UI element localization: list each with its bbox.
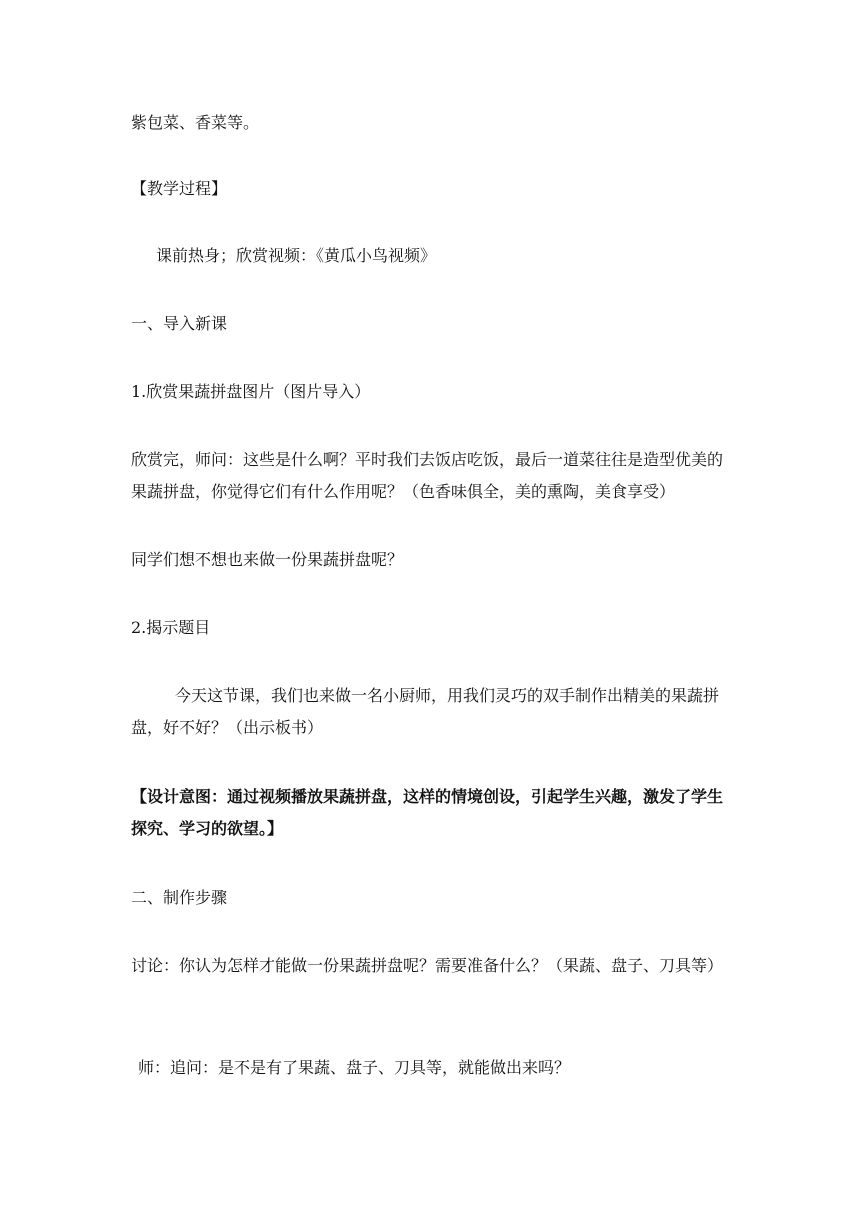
paragraph-followup: 师：追问：是不是有了果蔬、盘子、刀具等，就能做出来吗？ — [138, 1058, 571, 1077]
paragraph-appreciation: 欣赏完，师问：这些是什么啊？平时我们去饭店吃饭，最后一道菜往往是造型优美的果蔬拼盘，你觉得它们有什么作用呢？（色香味俱全，美的熏陶，美食享受） — [131, 450, 724, 501]
paragraph-ingredients: 紫包菜、香菜等。 — [131, 113, 260, 132]
paragraph-question: 同学们想不想也来做一份果蔬拼盘呢？ — [131, 550, 404, 569]
heading-step-2: 2.揭示题目 — [131, 618, 211, 637]
paragraph-design-intent: 【设计意图：通过视频播放果蔬拼盘，这样的情境创设，引起学生兴趣，激发了学生探究、学习的欲望。】 — [131, 787, 724, 838]
paragraph-discussion: 讨论：你认为怎样才能做一份果蔬拼盘呢？需要准备什么？（果蔬、盘子、刀具等） — [131, 956, 724, 975]
heading-step-1: 1.欣赏果蔬拼盘图片（图片导入） — [131, 382, 371, 401]
heading-section-1: 一、导入新课 — [131, 314, 228, 333]
heading-section-2: 二、制作步骤 — [131, 888, 228, 907]
paragraph-topic: 今天这节课，我们也来做一名小厨师，用我们灵巧的双手制作出精美的果蔬拼盘，好不好？（出示板书） — [131, 686, 720, 737]
heading-teaching-process: 【教学过程】 — [131, 179, 228, 198]
paragraph-warmup: 课前热身；欣赏视频：《黄瓜小鸟视频》 — [156, 246, 437, 265]
